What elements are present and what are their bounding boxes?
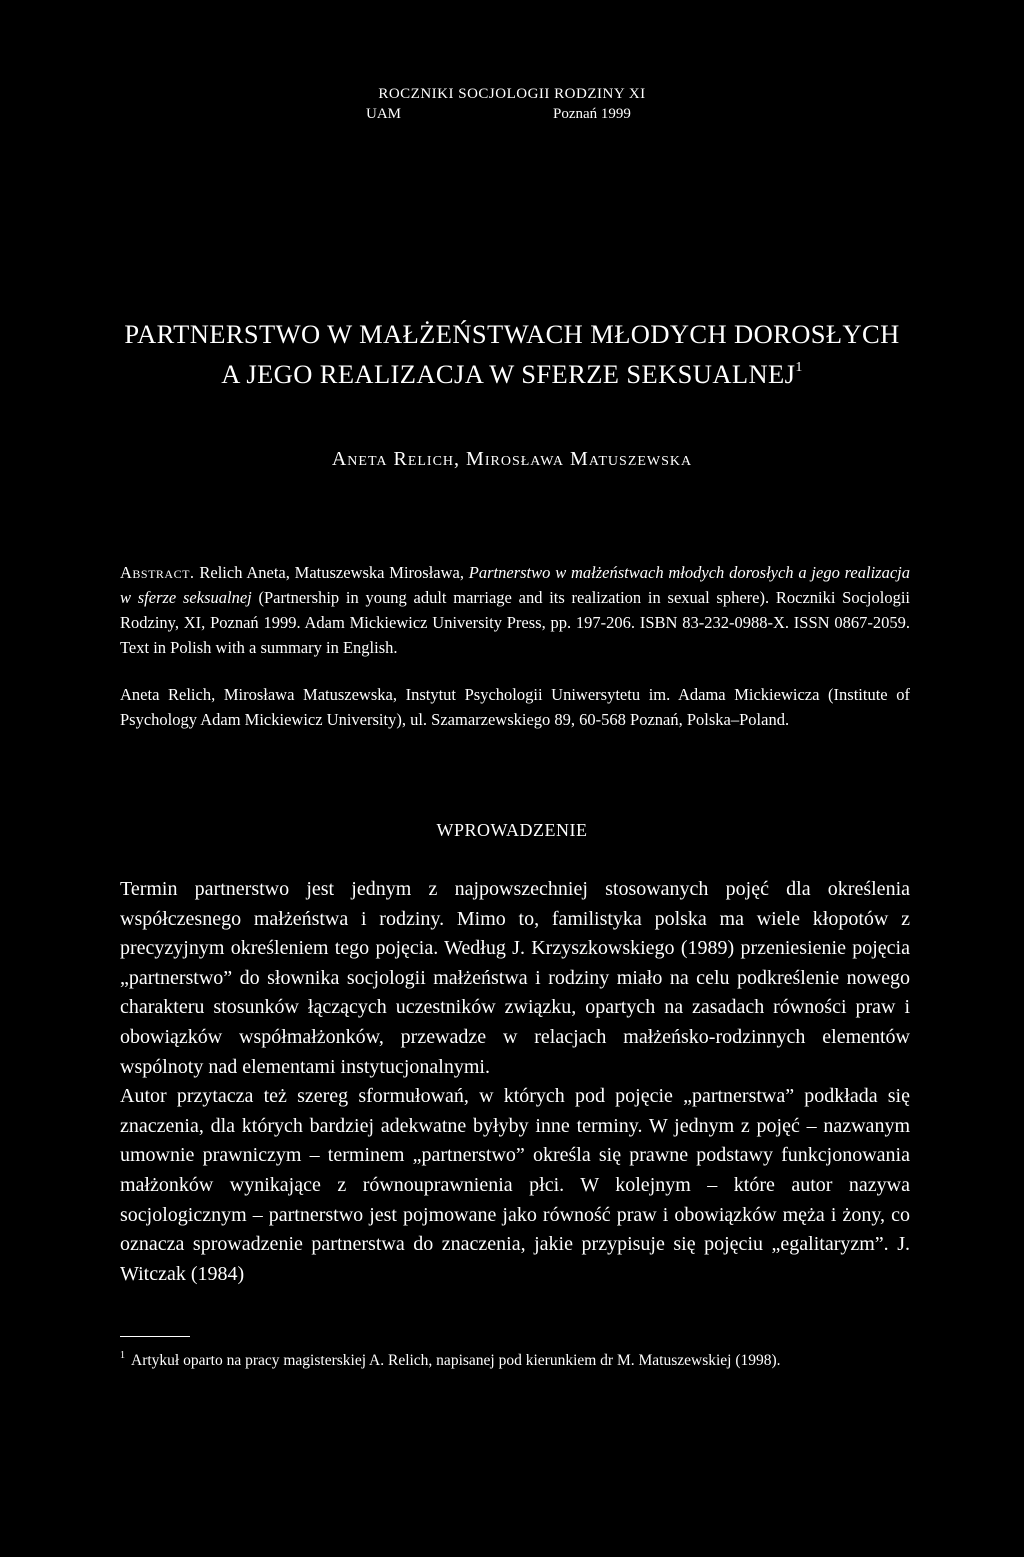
title-line-2 — [0, 351, 1024, 391]
abstract-text-before: Relich Aneta, Matuszewska Mirosława, — [199, 563, 464, 582]
abstract-italic-title: Partnerstwo w małżeństwach młodych dorosłych a jego realizacja w sferze seksualnej — [120, 563, 911, 607]
publisher: UAM — [366, 106, 402, 122]
footnote-mark: 1 — [120, 1350, 125, 1361]
footnote-divider — [120, 1336, 190, 1337]
authors: Aneta Relich, Mirosława Matuszewska — [331, 448, 693, 470]
title-footnote-mark: 1 — [795, 360, 803, 375]
body-text — [120, 875, 910, 1289]
paragraph-1: Termin partnerstwo jest jednym z najpowszechniej stosowanych pojęć dla określenia współczesnego małżeństwa i rodziny. Mimo to, familistyka polska ma wiele kłopotów z precyzyjnym określeniem tego pojęcia. Według J. Krzyszkowskiego (1989) przeniesienie pojęcia „partnerstwo” do słownika socjologii małżeństwa i rodziny miało na celu podkreślenie nowego charakteru stosunków łączących uczestników związku, opartych na zasadach równości praw i obowiązków współmałżonków, przewadze w relacjach małżeńsko-rodzinnych elementów wspólnoty nad elementami instytucjonalnymi. — [120, 878, 910, 1078]
abstract-label: Abstract. — [120, 563, 195, 582]
footnote-text: Artykuł oparto na pracy magisterskiej A. Relich, napisanej pod kierunkiem dr M. Matuszewskiej (1998). — [131, 1352, 781, 1369]
place-year: Poznań 1999 — [553, 106, 631, 122]
title-line-1: PARTNERSTWO W MAŁŻEŃSTWACH MŁODYCH DOROSŁYCH — [124, 319, 900, 349]
publisher-line — [0, 106, 1024, 128]
article-title — [0, 318, 1024, 391]
paragraph-2: Autor przytacza też szereg sformułowań, w których pod pojęcie „partnerstwa” podkłada się znaczenia, dla których bardziej adekwatne byłyby inne terminy. W jednym z pojęć – nazwanym umownie prawniczym – terminem „partnerstwo” określa się prawne podstawy funkcjonowania małżonków wynikające z równouprawnienia płci. W kolejnym – które autor nazywa socjologicznym – partnerstwo jest pojmowane jako równość praw i obowiązków męża i żony, co oznacza sprowadzenie partnerstwa do znaczenia, jakie przypisuje się pojęciu „egalitaryzm”. J. Witczak (1984) — [120, 1085, 910, 1285]
journal-header: ROCZNIKI SOCJOLOGII RODZINY XI — [378, 86, 646, 102]
abstract-text-after: (Partnership in young adult marriage and its realization in sexual sphere). Roczniki Socjologii Rodziny, XI, Poznań 1999. Adam Mickiewicz University Press, pp. 197-206. ISBN 83-232-0988-X. ISSN 0867-2059. Text in Polish with a summary in English. — [120, 588, 911, 657]
section-heading: WPROWADZENIE — [436, 820, 588, 840]
abstract — [120, 560, 910, 660]
footnote — [120, 1344, 910, 1373]
title-line-2-text: A JEGO REALIZACJA W SFERZE SEKSUALNEJ — [221, 359, 796, 389]
affiliation: Aneta Relich, Mirosława Matuszewska, Instytut Psychologii Uniwersytetu im. Adama Mickiewicza (Institute of Psychology Adam Mickiewicz University), ul. Szamarzewskiego 89, 60-568 Poznań, Polska–Poland. — [120, 685, 910, 729]
